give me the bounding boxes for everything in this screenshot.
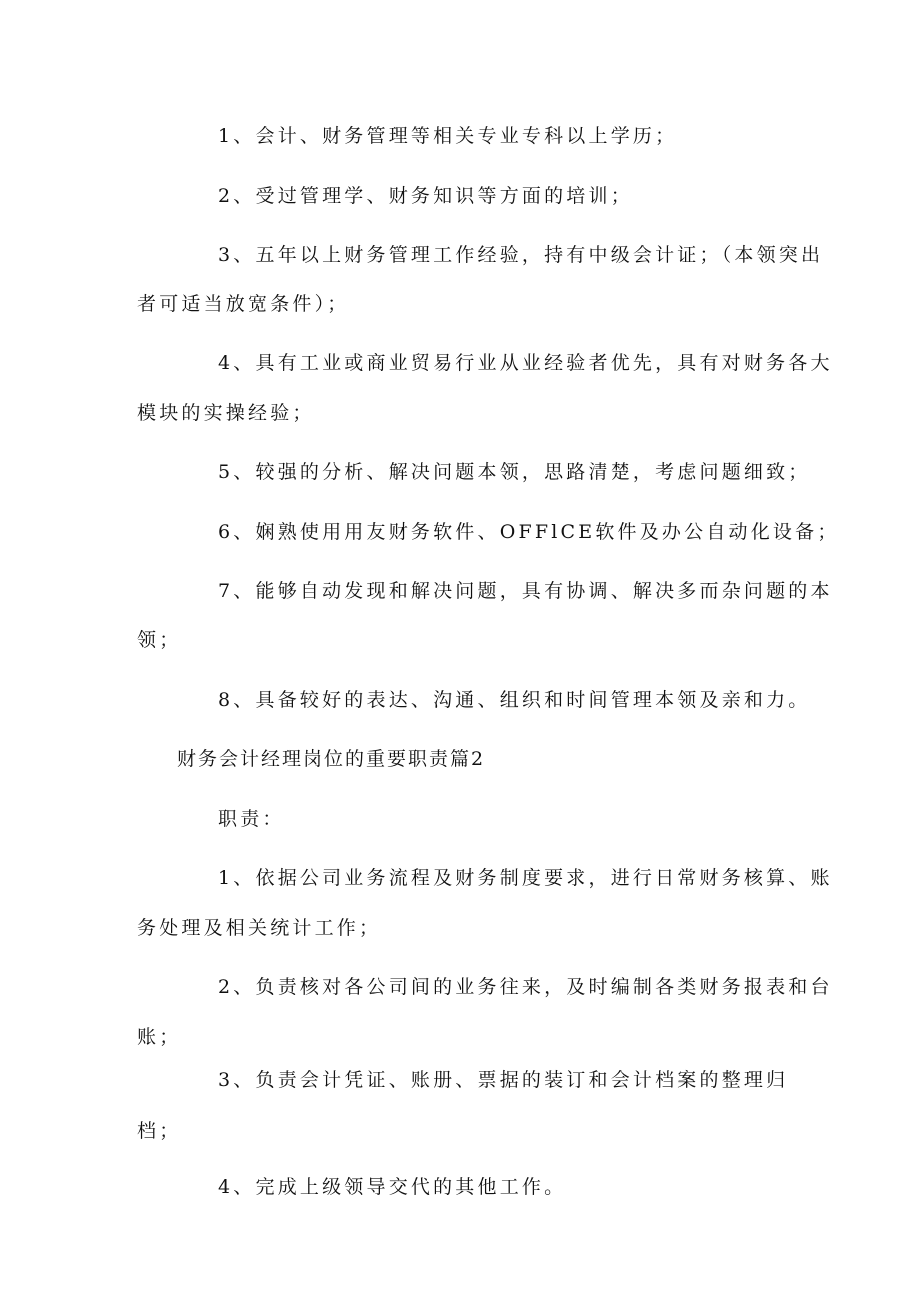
duty-4: 4、完成上级领导交代的其他工作。 bbox=[218, 1176, 567, 1198]
requirement-8: 8、具备较好的表达、沟通、组织和时间管理本领及亲和力。 bbox=[218, 689, 811, 711]
requirement-7: 7、能够自动发现和解决问题，具有协调、解决多而杂问题的本 bbox=[218, 580, 833, 602]
duty-2: 2、负责核对各公司间的业务往来，及时编制各类财务报表和台 bbox=[218, 976, 833, 998]
duty-3-cont: 档； bbox=[137, 1120, 182, 1142]
requirement-6: 6、娴熟使用用友财务软件、OFFlCE软件及办公自动化设备； bbox=[218, 521, 840, 543]
duties-label: 职责： bbox=[218, 808, 285, 830]
requirement-5: 5、较强的分析、解决问题本领，思路清楚，考虑问题细致； bbox=[218, 461, 811, 483]
requirement-1: 1、会计、财务管理等相关专业专科以上学历； bbox=[218, 125, 678, 147]
duty-2-cont: 账； bbox=[137, 1026, 182, 1048]
requirement-7-cont: 领； bbox=[137, 629, 182, 651]
duty-3: 3、负责会计凭证、账册、票据的装订和会计档案的整理归 bbox=[218, 1069, 789, 1091]
duty-1-cont: 务处理及相关统计工作； bbox=[137, 917, 382, 939]
requirement-4-cont: 模块的实操经验； bbox=[137, 402, 315, 424]
requirement-2: 2、受过管理学、财务知识等方面的培训； bbox=[218, 185, 633, 207]
requirement-4: 4、具有工业或商业贸易行业从业经验者优先，具有对财务各大 bbox=[218, 352, 833, 374]
requirement-3-cont: 者可适当放宽条件）； bbox=[137, 293, 350, 315]
duty-1: 1、依据公司业务流程及财务制度要求，进行日常财务核算、账 bbox=[218, 867, 833, 889]
requirement-3: 3、五年以上财务管理工作经验，持有中级会计证；（本领突出 bbox=[218, 244, 824, 266]
section-heading: 财务会计经理岗位的重要职责篇2 bbox=[177, 748, 486, 770]
